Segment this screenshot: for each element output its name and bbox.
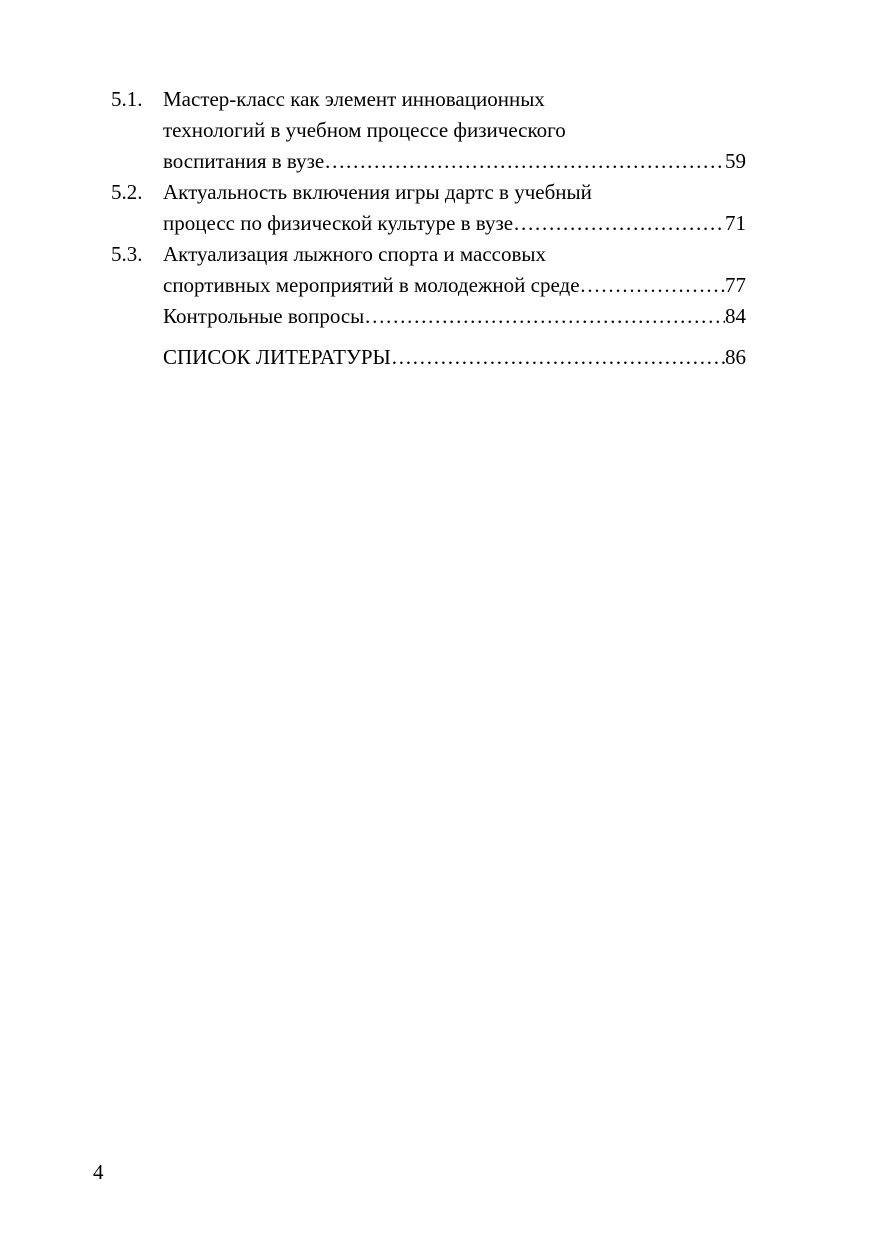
toc-entry-5-1 bbox=[111, 84, 746, 177]
toc-entry-number: 5.3. bbox=[111, 242, 143, 266]
toc-entry-title-line: СПИСОК ЛИТЕРАТУРЫ bbox=[163, 345, 391, 369]
toc-entry-5-3 bbox=[111, 239, 746, 301]
toc-entry-page: 86 bbox=[725, 345, 746, 369]
toc-entry-page: 71 bbox=[725, 211, 746, 235]
toc-entry-leader-line bbox=[163, 146, 746, 177]
toc-dot-leader bbox=[513, 208, 725, 239]
page-number: 4 bbox=[93, 1160, 104, 1184]
toc-entry-page: 84 bbox=[725, 304, 746, 328]
toc-entry-title-line: спортивных мероприятий в молодежной среде bbox=[163, 273, 580, 297]
toc-entry-page: 77 bbox=[725, 273, 746, 297]
toc-entry-number: 5.1. bbox=[111, 87, 143, 111]
toc-entry-title-line: технологий в учебном процессе физического bbox=[163, 118, 566, 142]
toc-dot-leader bbox=[391, 342, 725, 373]
toc-entry-title-line: Контрольные вопросы bbox=[163, 304, 365, 328]
toc-dot-leader bbox=[580, 270, 725, 301]
toc-entry-title-line: Актуализация лыжного спорта и массовых bbox=[163, 242, 547, 266]
toc-entry-title-line: процесс по физической культуре в вузе bbox=[163, 211, 514, 235]
toc-dot-leader bbox=[364, 301, 725, 332]
toc-entry-leader-line bbox=[163, 301, 746, 332]
toc-entry-leader-line bbox=[163, 270, 746, 301]
toc-entry-control-questions bbox=[111, 301, 746, 332]
toc-entry-leader-line bbox=[163, 342, 746, 373]
toc-entry-number: 5.2. bbox=[111, 180, 143, 204]
table-of-contents bbox=[111, 84, 746, 373]
toc-entry-page: 59 bbox=[725, 149, 746, 173]
toc-entry-leader-line bbox=[163, 208, 746, 239]
toc-entry-5-2 bbox=[111, 177, 746, 239]
toc-dot-leader bbox=[324, 146, 725, 177]
toc-entry-title-line: Актуальность включения игры дартс в учебный bbox=[163, 180, 592, 204]
toc-entry-bibliography bbox=[111, 342, 746, 373]
toc-entry-title-line: Мастер-класс как элемент инновационных bbox=[163, 87, 545, 111]
toc-entry-title-line: воспитания в вузе bbox=[163, 149, 325, 173]
